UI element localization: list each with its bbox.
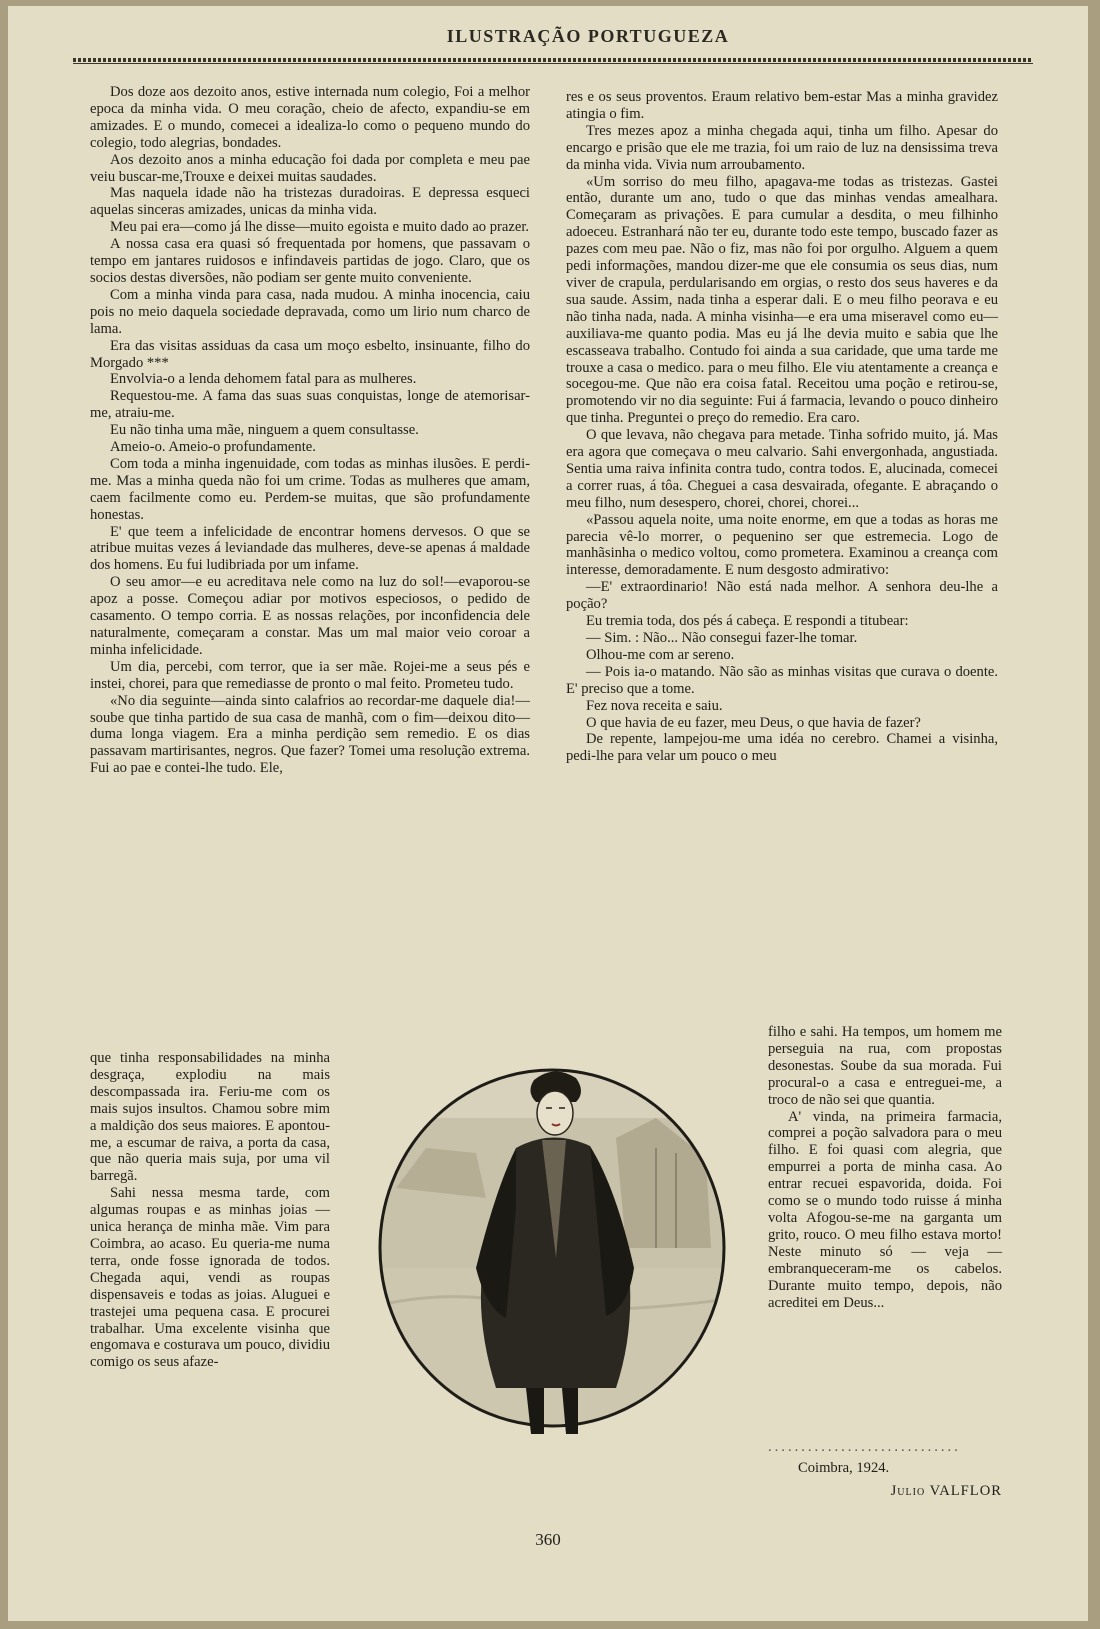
paragraph: Dos doze aos dezoito anos, estive internada num colegio, Foi a melhor epoca da minha vida. O meu coração, cheio de afecto, expandiu-se em amizades. E o mundo, comecei a idealiza-lo como o pequeno mundo do colegio, todo alegrias, bondades. <box>90 84 530 151</box>
illustration-woman-in-coat <box>366 1058 738 1448</box>
paragraph: Mas naquela idade não ha tristezas duradoiras. E depressa esqueci aquelas sinceras amizades, unicas da minha vida. <box>90 185 530 219</box>
paragraph: — Sim. : Não... Não consegui fazer-lhe tomar. <box>586 630 858 646</box>
paragraph: Requestou-me. A fama das suas suas conquistas, longe de atemorisar-me, atraiu-me. <box>90 388 530 422</box>
dateline: Coimbra, 1924. <box>798 1460 890 1476</box>
paragraph: filho e sahi. Ha tempos, um homem me perseguia na rua, com propostas desonestas. Soube da sua morada. Fui procural-o a casa e entreguei-me, a troco de não sei que quantia. <box>768 1024 1002 1108</box>
paragraph: Ameio-o. Ameio-o profundamente. <box>110 439 316 456</box>
right-column-narrow <box>768 1024 1002 1311</box>
paragraph: Eu não tinha uma mãe, ninguem a quem consultasse. <box>110 422 419 439</box>
paragraph: Um dia, percebi, com terror, que ia ser mãe. Rojei-me a seus pés e instei, chorei, para que remediasse de pronto o mal feito. Prometeu tudo. <box>90 658 530 692</box>
paragraph: Fez nova receita e saiu. <box>586 697 723 714</box>
paragraph: «No dia seguinte—ainda sinto calafrios ao recordar-me daquele dia!—soube que tinha partido de sua casa de manhã, com o fim—deixou dito—duma longa viagem. Era a minha perdição sem remedio. E os dias passavam martirisantes, negros. Que fazer? Tomei uma resolução extrema. Fui ao pae e contei-lhe tudo. Ele, <box>90 692 530 777</box>
paragraph: A' vinda, na primeira farmacia, comprei a poção salvadora para o meu filho. E foi quasi com alegria, que empurrei a porta de minha casa. Ao entrar recuei espavorida, doida. Foi como se o mundo todo ruisse á minha volta Afogou-se-me na garganta um grito, rouco. O meu filho estava morto! Neste minuto só — veja — embranqueceram-me os cabelos. Durante muito tempo, depois, não acreditei em Deus... <box>768 1108 1002 1311</box>
paragraph: Com a minha vinda para casa, nada mudou. A minha inocencia, caiu pois no meio daquela sociedade depravada, como um lirio num charco de lama. <box>90 286 530 337</box>
left-column-narrow <box>90 1050 330 1371</box>
masthead-rule-line <box>73 63 1033 64</box>
page-number: 360 <box>535 1530 561 1549</box>
author-name: Julio VALFLOR <box>890 1483 1002 1499</box>
paragraph: Meu pai era—como já lhe disse—muito egoista e muito dado ao prazer. <box>110 219 530 236</box>
magazine-page <box>8 6 1088 1621</box>
paragraph: — Pois ia-o matando. Não são as minhas visitas que curava o doente. E' preciso que a tome. <box>566 663 998 697</box>
paragraph: De repente, lampejou-me uma idéa no cerebro. Chamei a visinha, pedi-lhe para velar um pouco o meu <box>566 731 998 765</box>
paragraph: res e os seus proventos. Eraum relativo bem-estar Mas a minha gravidez atingia o fim. <box>566 89 998 122</box>
paragraph: O que havia de eu fazer, meu Deus, o que havia de fazer? <box>586 714 921 731</box>
masthead <box>8 26 1088 47</box>
paragraph: —E' extraordinario! Não está nada melhor. A senhora deu-lhe a poção? <box>566 579 998 613</box>
paragraph: E' que teem a infelicidade de encontrar homens dervesos. O que se atribue muitas vezes á leviandade das mulheres, deve-se apenas á maldade dos homens. Eu fui ludibriada por um infame. <box>90 523 530 574</box>
divider-dots: ............................. <box>768 1439 961 1455</box>
paragraph: Eu tremia toda, dos pés á cabeça. E respondi a titubear: <box>586 613 909 630</box>
masthead-rule <box>73 58 1033 62</box>
paragraph: «Passou aquela noite, uma noite enorme, em que a todas as horas me parecia vê-lo morrer, o pequenino ser que estremecia. Logo de manhãsinha o medico voltou, como prometera. Examinou a creança com interesse, demoradamente. E num desgosto admirativo: <box>566 511 998 579</box>
paragraph: Tres mezes apoz a minha chegada aqui, tinha um filho. Apesar do encargo e prisão que ele me trazia, foi um raio de luz na densissima treva da minha vida. Vivia num arroubamento. <box>566 122 998 173</box>
left-column <box>90 84 530 777</box>
paragraph: Sahi nessa mesma tarde, com algumas roupas e as minhas joias — unica herança de minha mãe. Vim para Coimbra, ao acaso. Eu queria-me numa terra, onde fosse ignorada de todos. Chegada aqui, vendi as roupas dispensaveis e todas as joias. Aluguei e trastejei uma pequena casa. E procurei trabalhar. Uma excelente visinha que engomava e costurava um pouco, dividiu comigo os seus afaze- <box>90 1185 330 1371</box>
illustration-drawing <box>366 1058 738 1448</box>
paragraph: Com toda a minha ingenuidade, com todas as minhas ilusões. E perdi-me. Mas a minha queda não foi um crime. Todas as mulheres que amam, caem facilmente como eu. Perdem-se muitas, que são profundamente honestas. <box>90 455 530 523</box>
paragraph: «Um sorriso do meu filho, apagava-me todas as tristezas. Gastei então, durante um ano, tudo o que das minhas vendas amealhara. Começaram as privações. E para cumular a desdita, o meu filhinho adoeceu. Estranhará não ter eu, durante todo este tempo, buscado fazer as pazes com meu pae. Não o fiz, mas não foi por orgulho. Alguem a quem pedi informações, mandou dizer-me que ele consumia os seus dias, num viver de crapula, perdularisando em orgias, o resto dos seus haveres e da sua saude. Assim, nada tinha a esperar dali. E o meu filho peorava e eu não tinha nada, nada. A minha visinha—e era uma miseravel como eu—auxiliava-me quanto podia. Mas eu já lhe devia muito e sabia que lhe escasseava trabalho. Contudo foi ainda a sua caridade, que uma tarde me trouxe a casa o medico. para o meu filho. Ele viu atentamente a creança e socegou-me. Que não era coisa fatal. Receitou uma poção e retirou-se, promotendo vir no dia seguinte: Fui á farmacia, levando o pouco dinheiro que tinha. Preguntei o preço do remedio. Era caro. <box>566 173 998 427</box>
right-column <box>566 89 998 765</box>
paragraph: A nossa casa era quasi só frequentada por homens, que passavam o tempo em jantares ruidosos e infindaveis partidas de jogo. Claro, que os socios destas diversões, não podiam ser gente muito conveniente. <box>90 236 530 286</box>
article-signoff <box>768 1439 1002 1500</box>
paragraph: Olhou-me com ar sereno. <box>586 646 735 663</box>
paragraph: Era das visitas assiduas da casa um moço esbelto, insinuante, filho do Morgado *** <box>90 337 530 371</box>
masthead-title: ILUSTRAÇÃO PORTUGUEZA <box>446 26 730 46</box>
paragraph: O seu amor—e eu acreditava nele como na luz do sol!—evaporou-se apoz a posse. Começou adiar por motivos especiosos, o pedido de casamento. O tempo corria. E as nossas relações, por inconfidencia dele naturalmente, começaram a constar. Mas um mal maior veio coroar a minha infelicidade. <box>90 574 530 658</box>
paragraph: Envolvia-o a lenda dehomem fatal para as mulheres. <box>110 371 417 388</box>
paragraph: Aos dezoito anos a minha educação foi dada por completa e meu pae veiu buscar-me,Trouxe e deixei muitas saudades. <box>90 151 530 185</box>
paragraph: O que levava, não chegava para metade. Tinha sofrido muito, já. Mas era agora que começava o meu calvario. Sahi envergonhada, angustiada. Sentia uma raiva infinita contra tudo, contra todos. E, alucinada, comecei a correr ruas, á tôa. Cheguei a casa desvairada, ofegante. E abraçando o meu filho, num desespero, chorei, chorei, chorei... <box>566 427 998 511</box>
paragraph: que tinha responsabilidades na minha desgraça, explodiu na mais descompassada ira. Feriu-me com os mais sujos insultos. Chamou sobre mim a maldição dos seus maiores. E apontou-me, a escumar de raiva, a porta da casa, que não queria mais suja, por uma vil barregã. <box>90 1050 330 1185</box>
